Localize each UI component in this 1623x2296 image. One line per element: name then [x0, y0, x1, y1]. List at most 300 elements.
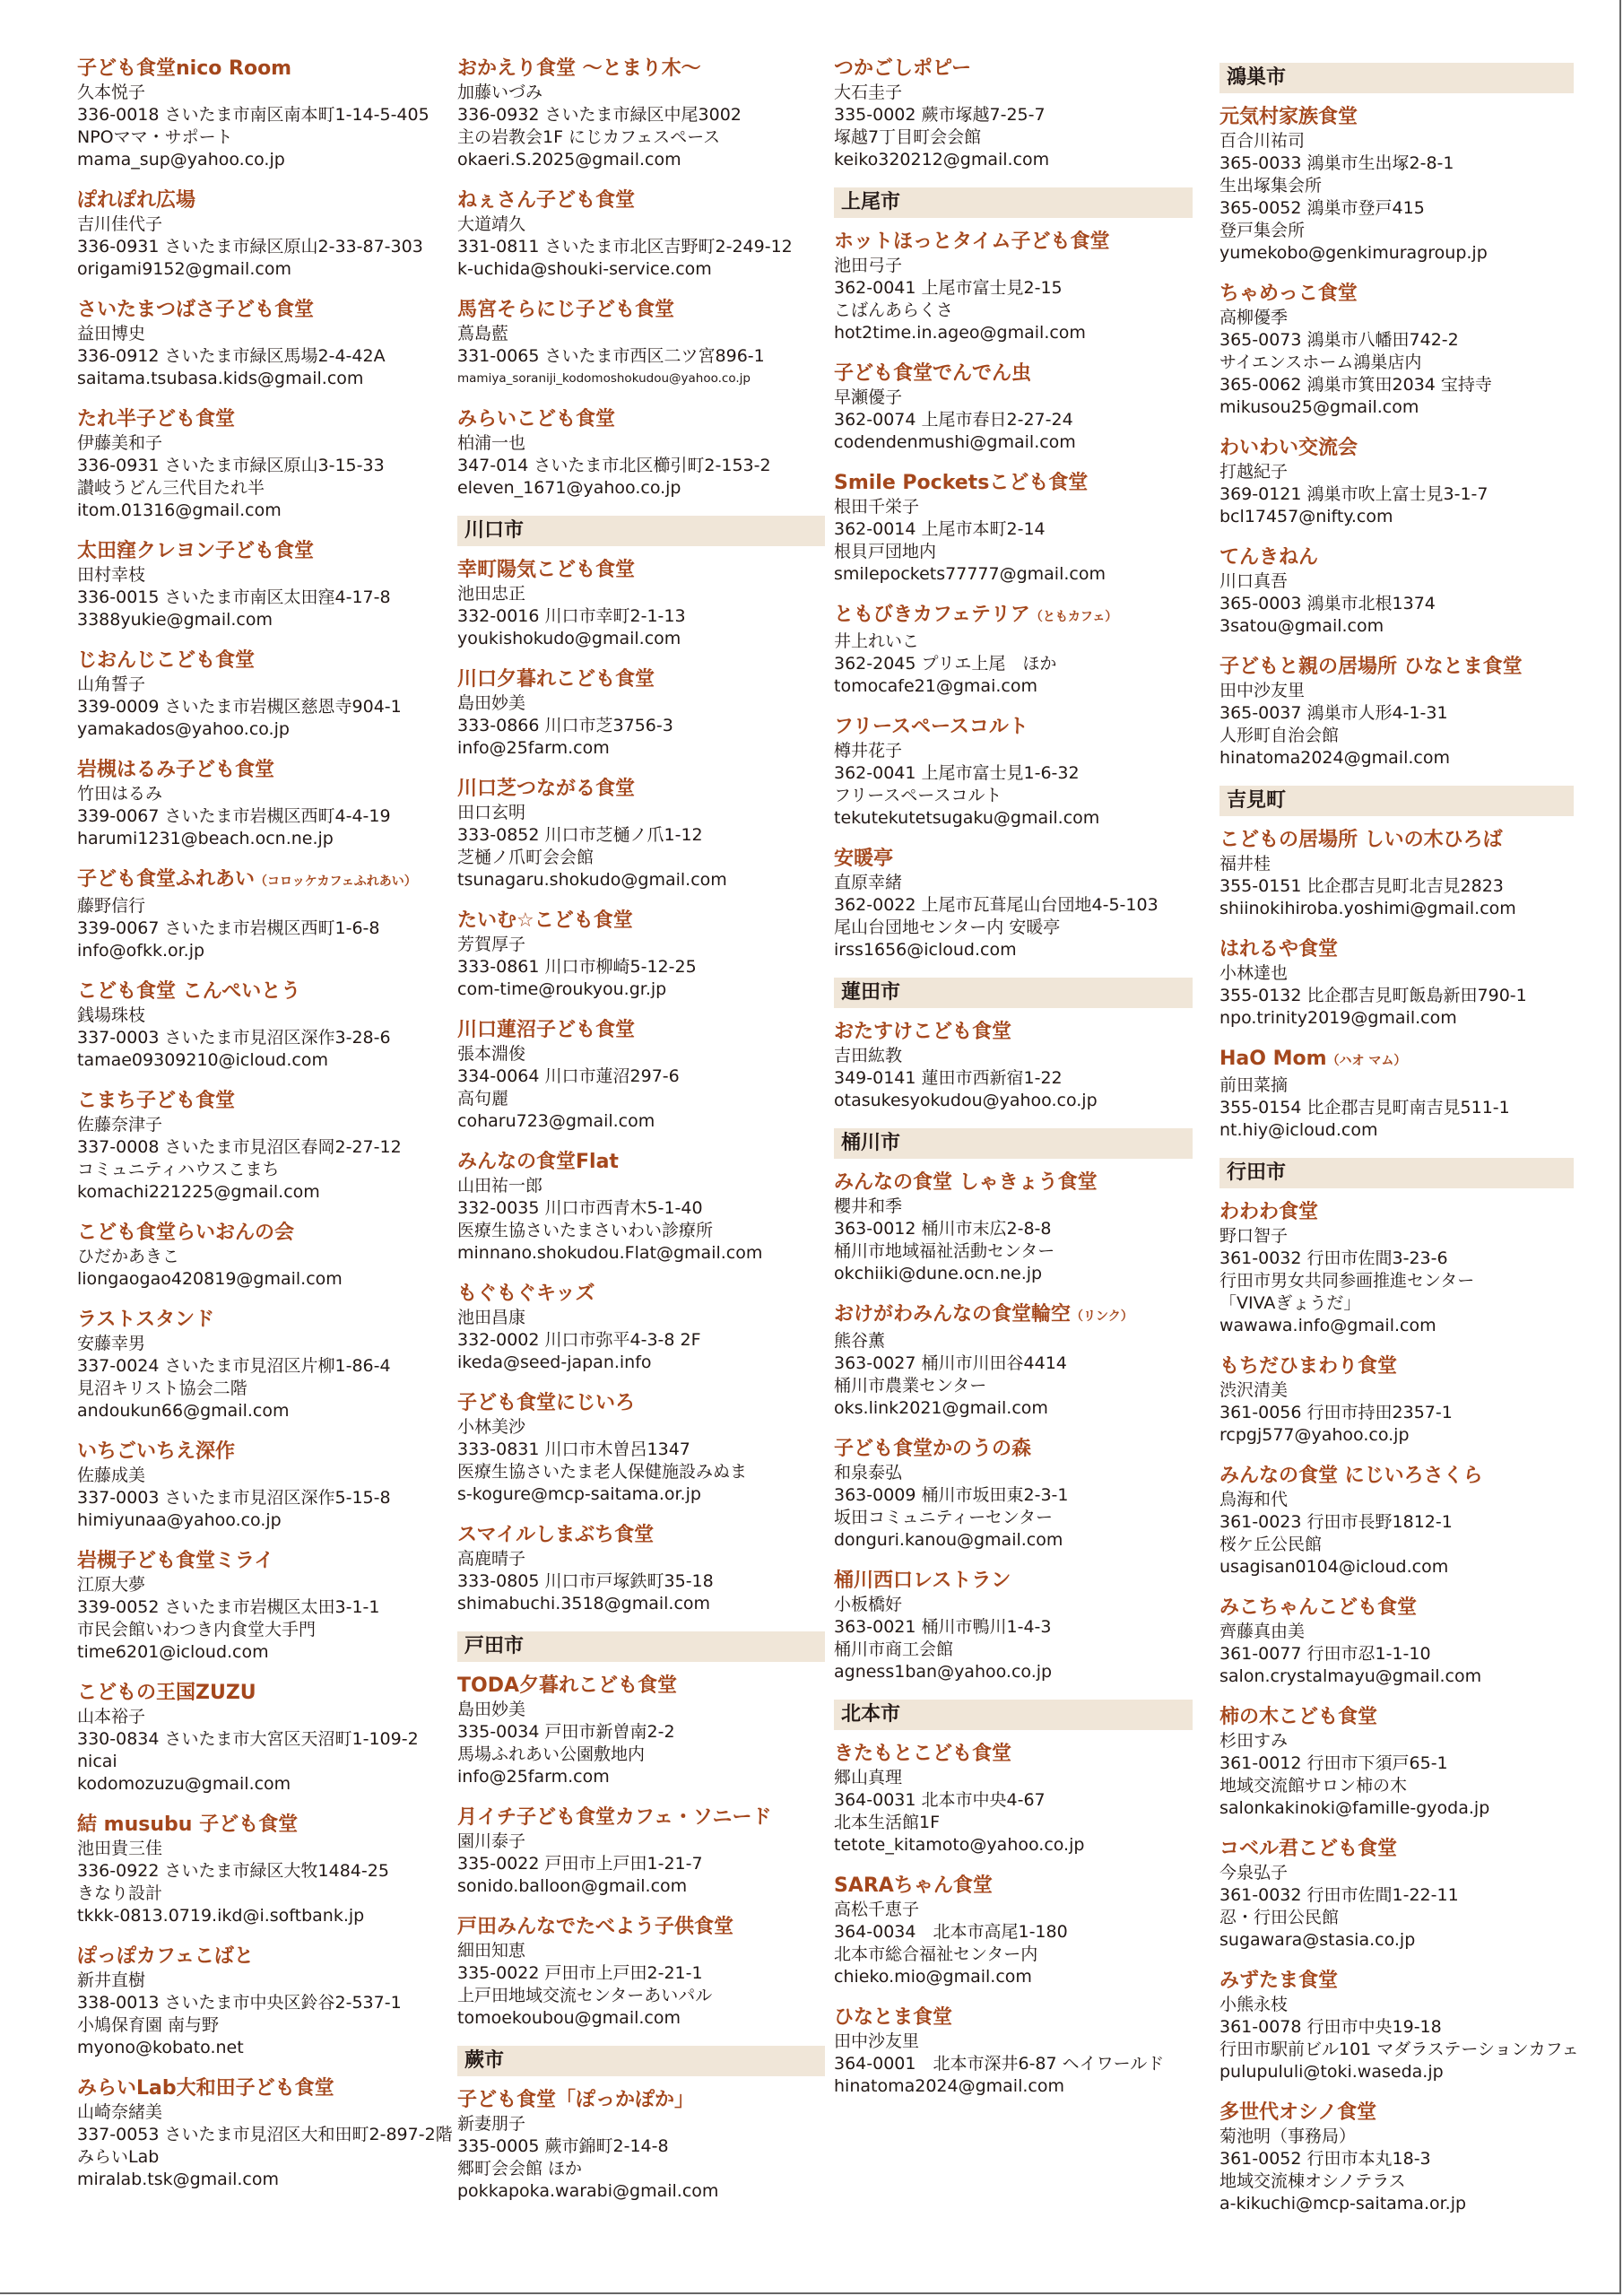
- shokudo-entry: [457, 2087, 825, 2203]
- entry-line: salonkakinoki@famille-gyoda.jp: [1219, 1798, 1490, 1818]
- shokudo-entry: [77, 1439, 440, 1532]
- shokudo-entry: [834, 1301, 1193, 1420]
- entry-line: 高松千恵子: [834, 1900, 920, 1919]
- entry-line: donguri.kanou@gmail.com: [834, 1530, 1063, 1550]
- entry-line: 郷山真理: [834, 1768, 903, 1787]
- entry-name-text: きたもとこども食堂: [834, 1743, 1012, 1765]
- entry-line: 361-0012 行田市下須戸65-1: [1219, 1753, 1448, 1773]
- entry-line: 336-0932 さいたま市緑区中尾3002: [457, 105, 742, 125]
- entry-name-text: ぽれぽれ広場: [77, 189, 196, 212]
- entry-line: 362-0041 上尾市富士見1-6-32: [834, 763, 1080, 783]
- shokudo-entry: [457, 1914, 825, 2030]
- entry-name-text: つかごしポピー: [834, 57, 972, 80]
- entry-line: 塚越7丁目町会会館: [834, 127, 982, 147]
- entry-line: 銭場珠枝: [77, 1005, 146, 1025]
- entry-name: [1219, 1046, 1574, 1074]
- entry-name: [834, 56, 1193, 82]
- entry-line: 334-0064 川口市蓮沼297-6: [457, 1066, 680, 1086]
- entry-name-text: みずたま食堂: [1219, 1970, 1339, 1992]
- entry-line: yamakados@yahoo.co.jp: [77, 719, 290, 739]
- entry-name-text: 子ども食堂かのうの森: [834, 1438, 1032, 1460]
- entry-line: 佐藤成美: [77, 1465, 146, 1485]
- entry-line: 335-0022 戸田市上戸田2-21-1: [457, 1963, 703, 1983]
- entry-name: [834, 602, 1193, 631]
- entry-name: [834, 714, 1193, 740]
- entry-name: [1219, 1199, 1574, 1225]
- shokudo-entry: [77, 1812, 440, 1927]
- entry-line: wawawa.info@gmail.com: [1219, 1316, 1436, 1335]
- entry-line: 生出塚集会所: [1219, 176, 1323, 196]
- entry-name: [77, 1812, 440, 1838]
- shokudo-entry: [457, 1673, 825, 1788]
- entry-line: 335-0005 蕨市錦町2-14-8: [457, 2136, 669, 2156]
- entry-line: 桶川市地域福祉活動センター: [834, 1241, 1055, 1261]
- entry-line: nt.hiy@icloud.com: [1219, 1120, 1378, 1140]
- entry-name-text: わわわ食堂: [1219, 1201, 1319, 1223]
- entry-line: 361-0032 行田市佐間3-23-6: [1219, 1248, 1448, 1268]
- shokudo-entry: [834, 1873, 1193, 1988]
- entry-line: rcpgj577@yahoo.co.jp: [1219, 1425, 1410, 1445]
- entry-name-text: 子どもと親の居場所 ひなとま食堂: [1219, 656, 1523, 678]
- entry-line: 337-0003 さいたま市見沼区深作5-15-8: [77, 1488, 391, 1508]
- entry-line: 361-0052 行田市本丸18-3: [1219, 2149, 1431, 2169]
- entry-line: harumi1231@beach.ocn.ne.jp: [77, 829, 334, 848]
- entry-line: 渋沢清美: [1219, 1380, 1289, 1400]
- entry-line: 363-0021 桶川市鴨川1-4-3: [834, 1617, 1052, 1637]
- entry-name: [457, 1390, 825, 1416]
- entry-line: sonido.balloon@gmail.com: [457, 1876, 688, 1896]
- entry-name-text: TODA夕暮れこども食堂: [457, 1674, 677, 1697]
- entry-line: 337-0024 さいたま市見沼区片柳1-86-4: [77, 1356, 391, 1376]
- entry-line: 339-0052 さいたま市岩槻区太田3-1-1: [77, 1597, 380, 1617]
- entry-line: 336-0931 さいたま市緑区原山3-15-33: [77, 456, 385, 475]
- entry-line: 張本淵俊: [457, 1044, 526, 1064]
- entry-line: okchiiki@dune.ocn.ne.jp: [834, 1264, 1043, 1283]
- entry-line: 363-0012 桶川市末広2-8-8: [834, 1219, 1052, 1239]
- entry-name-note: （ハオ マム）: [1326, 1054, 1407, 1068]
- entry-name-text: 柿の木こども食堂: [1219, 1706, 1378, 1728]
- entry-line: 「VIVAぎょうだ」: [1219, 1293, 1361, 1313]
- entry-name-text: 川口蓮沼子ども食堂: [457, 1019, 636, 1041]
- entry-line: salon.crystalmayu@gmail.com: [1219, 1666, 1482, 1686]
- shokudo-entry: [457, 666, 825, 760]
- entry-name: [77, 866, 440, 895]
- entry-line: 331-0811 さいたま市北区吉野町2-249-12: [457, 237, 793, 257]
- entry-line: 馬場ふれあい公園敷地内: [457, 1744, 646, 1764]
- section-header: 蓮田市: [834, 978, 1193, 1008]
- entry-line: codendenmushi@gmail.com: [834, 432, 1076, 452]
- entry-line: 打越紀子: [1219, 462, 1289, 482]
- entry-line: 333-0852 川口市芝樋ノ爪1-12: [457, 825, 703, 845]
- shokudo-entry: [77, 297, 440, 390]
- entry-name-text: 川口芝つながる食堂: [457, 778, 636, 800]
- entry-name-text: てんきねん: [1219, 546, 1319, 569]
- entry-line: 藤野信行: [77, 896, 146, 916]
- entry-line: 田中沙友里: [1219, 681, 1306, 700]
- entry-line: liongaogao420819@gmail.com: [77, 1269, 343, 1289]
- entry-name-text: フリースペースコルト: [834, 716, 1028, 738]
- entry-line: 行田市男女共同参画推進センター: [1219, 1271, 1475, 1291]
- entry-name: [1219, 544, 1574, 570]
- shokudo-entry: [834, 1568, 1193, 1683]
- entry-line: 竹田はるみ: [77, 784, 163, 804]
- entry-line: 佐藤奈津子: [77, 1115, 163, 1135]
- entry-line: 池田弓子: [834, 256, 903, 275]
- entry-line: tomoekoubou@gmail.com: [457, 2008, 681, 2028]
- entry-name: [1219, 1968, 1574, 1994]
- entry-name: [457, 1914, 825, 1940]
- entry-name-text: コベル君こども食堂: [1219, 1838, 1398, 1860]
- shokudo-entry: [77, 56, 440, 171]
- entry-line: 338-0013 さいたま市中央区鈴谷2-537-1: [77, 1993, 402, 2013]
- entry-name-text: 子ども食堂ふれあい: [77, 868, 256, 891]
- entry-line: 361-0078 行田市中央19-18: [1219, 2017, 1442, 2037]
- entry-line: 熊谷薫: [834, 1331, 886, 1351]
- entry-name-text: 多世代オシノ食堂: [1219, 2101, 1377, 2124]
- entry-line: otasukesyokudou@yahoo.co.jp: [834, 1091, 1098, 1110]
- entry-line: 行田市駅前ビル101 マダラステーションカフェ: [1219, 2039, 1579, 2059]
- entry-name: [457, 557, 825, 583]
- entry-name-text: たいむ☆こども食堂: [457, 909, 633, 932]
- entry-line: himiyunaa@yahoo.co.jp: [77, 1510, 282, 1530]
- entry-line: a-kikuchi@mcp-saitama.or.jp: [1219, 2194, 1467, 2213]
- entry-line: 久本悦子: [77, 83, 146, 102]
- entry-line: hinatoma2024@gmail.com: [1219, 748, 1450, 768]
- entry-line: 島田妙美: [457, 693, 526, 713]
- entry-line: 365-0037 鴻巣市人形4-1-31: [1219, 703, 1448, 723]
- entry-line: 井上れいこ: [834, 631, 920, 651]
- shokudo-entry: [457, 1149, 825, 1265]
- entry-line: 355-0151 比企郡吉見町北吉見2823: [1219, 876, 1504, 896]
- entry-name: [77, 406, 440, 432]
- entry-name: [834, 1568, 1193, 1594]
- entry-name: [1219, 2100, 1574, 2126]
- entry-line: 339-0067 さいたま市岩槻区西町1-6-8: [77, 918, 380, 938]
- entry-name: [1219, 936, 1574, 962]
- entry-line: 山崎奈緒美: [77, 2102, 163, 2122]
- entry-line: 336-0912 さいたま市緑区馬場2-4-42A: [77, 346, 386, 366]
- entry-line: 小林美沙: [457, 1417, 526, 1437]
- entry-name: [834, 1873, 1193, 1899]
- entry-name: [457, 908, 825, 934]
- entry-name-text: わいわい交流会: [1219, 437, 1358, 459]
- shokudo-entry: [1219, 1836, 1574, 1952]
- entry-name: [77, 648, 440, 674]
- entry-line: tsunagaru.shokudo@gmail.com: [457, 870, 727, 890]
- entry-name: [834, 2005, 1193, 2031]
- entry-name-text: いちごいちえ深作: [77, 1440, 236, 1463]
- shokudo-entry: [834, 1019, 1193, 1112]
- entry-line: 347-014 さいたま市北区櫛引町2-153-2: [457, 456, 771, 475]
- entry-name: [457, 666, 825, 692]
- entry-line: itom.01316@gmail.com: [77, 500, 282, 520]
- entry-line: 伊藤美和子: [77, 433, 163, 453]
- entry-line: 333-0831 川口市木曽呂1347: [457, 1439, 690, 1459]
- entry-name: [457, 1281, 825, 1307]
- entry-line: みらいLab: [77, 2147, 160, 2167]
- entry-name: [77, 538, 440, 564]
- entry-line: minnano.shokudou.Flat@gmail.com: [457, 1243, 763, 1263]
- entry-line: 田口玄明: [457, 803, 526, 822]
- entry-line: 益田博史: [77, 324, 146, 344]
- column-2: [457, 56, 825, 2219]
- entry-line: nicai: [77, 1752, 117, 1771]
- section-header: 鴻巣市: [1219, 63, 1574, 93]
- entry-line: 361-0032 行田市佐間1-22-11: [1219, 1885, 1459, 1905]
- entry-line: tkkk-0813.0719.ikd@i.softbank.jp: [77, 1906, 365, 1926]
- shokudo-entry: [77, 757, 440, 850]
- entry-line: 335-0022 戸田市上戸田1-21-7: [457, 1854, 703, 1874]
- column-4: [1219, 56, 1579, 2231]
- entry-name: [77, 1680, 440, 1706]
- entry-name-text: 幸町陽気こども食堂: [457, 559, 636, 581]
- section-header: 上尾市: [834, 187, 1193, 218]
- column-1: [77, 56, 453, 2207]
- shokudo-entry: [77, 187, 440, 281]
- entry-line: 小熊永枝: [1219, 1995, 1289, 2014]
- entry-line: komachi221225@gmail.com: [77, 1182, 320, 1202]
- entry-name-text: はれるや食堂: [1219, 938, 1339, 961]
- entry-name-text: 子ども食堂nico Room: [77, 57, 292, 80]
- entry-name: [1219, 104, 1574, 130]
- entry-line: time6201@icloud.com: [77, 1642, 269, 1662]
- entry-line: こばんあらくさ: [834, 300, 954, 320]
- entry-line: 大道靖久: [457, 214, 526, 234]
- entry-name-text: 月イチ子ども食堂カフェ・ソニード: [457, 1806, 772, 1829]
- entry-line: okaeri.S.2025@gmail.com: [457, 150, 681, 170]
- entry-line: s-kogure@mcp-saitama.or.jp: [457, 1484, 701, 1504]
- entry-name-note: （コロッケカフェふれあい）: [255, 874, 417, 889]
- entry-line: 369-0121 鴻巣市吹上富士見3-1-7: [1219, 484, 1488, 504]
- entry-name: [77, 978, 440, 1004]
- entry-name: [457, 1149, 825, 1175]
- entry-line: 山角誓子: [77, 674, 146, 694]
- shokudo-entry: [457, 908, 825, 1001]
- entry-name: [77, 1439, 440, 1465]
- entry-line: 福井桂: [1219, 854, 1271, 874]
- entry-name-text: Smile Pocketsこども食堂: [834, 472, 1089, 494]
- entry-name-text: じおんじこども食堂: [77, 649, 256, 672]
- entry-line: 362-0041 上尾市富士見2-15: [834, 278, 1063, 298]
- shokudo-entry: [1219, 104, 1574, 265]
- entry-line: NPOママ・サポート: [77, 127, 233, 147]
- section-header: 戸田市: [457, 1631, 825, 1662]
- entry-line: origami9152@gmail.com: [77, 259, 291, 279]
- entry-line: 人形町自治会館: [1219, 726, 1340, 745]
- section-header: 川口市: [457, 516, 825, 546]
- entry-name-text: みらいLab大和田子ども食堂: [77, 2077, 334, 2100]
- entry-line: 337-0003 さいたま市見沼区深作3-28-6: [77, 1028, 391, 1048]
- shokudo-entry: [1219, 435, 1574, 528]
- entry-line: irss1656@icloud.com: [834, 940, 1017, 960]
- entry-line: miralab.tsk@gmail.com: [77, 2170, 280, 2189]
- entry-line: com-time@roukyou.gr.jp: [457, 979, 667, 999]
- entry-name-text: ぽっぽカフェこばと: [77, 1945, 254, 1968]
- entry-line: bcl17457@nifty.com: [1219, 507, 1393, 526]
- entry-name-text: 岩槻はるみ子ども食堂: [77, 759, 275, 781]
- entry-line: usagisan0104@icloud.com: [1219, 1557, 1449, 1577]
- entry-line: 363-0009 桶川市坂田東2-3-1: [834, 1485, 1069, 1505]
- entry-line: 市民会館いわつき内食堂大手門: [77, 1620, 317, 1639]
- shokudo-entry: [77, 1680, 440, 1796]
- shokudo-entry: [1219, 654, 1574, 770]
- entry-line: 池田貴三佳: [77, 1839, 163, 1858]
- entry-name: [834, 846, 1193, 872]
- entry-line: yumekobo@genkimuragroup.jp: [1219, 243, 1488, 263]
- shokudo-entry: [77, 1307, 440, 1422]
- entry-line: chieko.mio@gmail.com: [834, 1967, 1032, 1987]
- entry-line: info@25farm.com: [457, 738, 610, 758]
- shokudo-entry: [77, 978, 440, 1072]
- entry-name: [457, 1522, 825, 1548]
- entry-line: hinatoma2024@gmail.com: [834, 2076, 1064, 2096]
- entry-line: pokkapoka.warabi@gmail.com: [457, 2181, 719, 2201]
- entry-line: andoukun66@gmail.com: [77, 1401, 290, 1421]
- entry-name: [834, 1741, 1193, 1767]
- entry-name: [77, 1548, 440, 1574]
- entry-line: npo.trinity2019@gmail.com: [1219, 1008, 1457, 1028]
- entry-line: 336-0018 さいたま市南区南本町1-14-5-405: [77, 105, 430, 125]
- entry-line: mikusou25@gmail.com: [1219, 397, 1419, 417]
- entry-name-text: こどもの居場所 しいの木ひろば: [1219, 829, 1503, 851]
- entry-name-text: ねぇさん子ども食堂: [457, 189, 636, 212]
- entry-name-text: スマイルしまぶち食堂: [457, 1524, 655, 1546]
- section-header: 蕨市: [457, 2046, 825, 2076]
- entry-name: [834, 1170, 1193, 1196]
- entry-line: keiko320212@gmail.com: [834, 150, 1050, 170]
- shokudo-entry: [834, 1170, 1193, 1285]
- entry-line: 355-0132 比企郡吉見町飯島新田790-1: [1219, 986, 1527, 1005]
- entry-name-text: たれ半子ども食堂: [77, 408, 236, 430]
- entry-name-text: おかえり食堂 ～とまり木～: [457, 57, 701, 80]
- entry-name: [457, 187, 825, 213]
- entry-line: mamiya_soraniji_kodomoshokudou@yahoo.co.jp: [457, 371, 751, 386]
- entry-line: k-uchida@shouki-service.com: [457, 259, 712, 279]
- entry-line: フリースペースコルト: [834, 786, 1002, 805]
- entry-name: [834, 1019, 1193, 1045]
- shokudo-entry: [77, 866, 440, 962]
- entry-line: info@25farm.com: [457, 1767, 610, 1787]
- entry-line: コミュニティハウスこまち: [77, 1160, 280, 1179]
- shokudo-entry: [457, 1805, 825, 1898]
- column-3: [834, 56, 1193, 2114]
- entry-line: 主の岩教会1F にじカフェスペース: [457, 127, 721, 147]
- entry-line: 前田菜摘: [1219, 1075, 1289, 1095]
- entry-line: 335-0034 戸田市新曽南2-2: [457, 1722, 675, 1742]
- entry-line: 鳥海和代: [1219, 1490, 1289, 1509]
- entry-name: [1219, 1353, 1574, 1379]
- entry-line: 見沼キリスト協会二階: [77, 1378, 247, 1398]
- entry-name: [457, 1805, 825, 1831]
- entry-line: 北本市総合福祉センター内: [834, 1944, 1038, 1964]
- entry-line: 尾山台団地センター内 安暖亭: [834, 918, 1061, 937]
- shokudo-entry: [77, 538, 440, 631]
- entry-line: oks.link2021@gmail.com: [834, 1398, 1048, 1418]
- entry-line: 364-0031 北本市中央4-67: [834, 1790, 1046, 1810]
- entry-line: 桶川市農業センター: [834, 1376, 987, 1396]
- shokudo-entry: [77, 1548, 440, 1664]
- shokudo-entry: [457, 557, 825, 650]
- entry-line: 365-0003 鴻巣市北根1374: [1219, 594, 1436, 613]
- shokudo-entry: [77, 1088, 440, 1204]
- entry-line: 安藤幸男: [77, 1334, 146, 1353]
- entry-name-text: 子ども食堂「ぽっかぽか」: [457, 2089, 695, 2111]
- entry-line: 郷町会会館 ほか: [457, 2159, 583, 2179]
- entry-line: 桜ケ丘公民館: [1219, 1535, 1323, 1554]
- entry-name: [457, 1017, 825, 1043]
- entry-line: shiinokihiroba.yoshimi@gmail.com: [1219, 899, 1516, 918]
- entry-line: 野口智子: [1219, 1226, 1289, 1246]
- shokudo-entry: [77, 1220, 440, 1291]
- shokudo-entry: [1219, 281, 1574, 419]
- shokudo-entry: [834, 846, 1193, 961]
- entry-line: 田中沙友里: [834, 2031, 920, 2051]
- entry-name: [77, 187, 440, 213]
- shokudo-entry: [457, 776, 825, 891]
- entry-line: 池田忠正: [457, 584, 526, 604]
- entry-line: 332-0016 川口市幸町2-1-13: [457, 606, 686, 626]
- shokudo-entry: [1219, 1046, 1574, 1142]
- entry-name-note: （リンク）: [1071, 1309, 1133, 1324]
- entry-name: [77, 1307, 440, 1333]
- shokudo-entry: [457, 1017, 825, 1133]
- entry-line: 336-0922 さいたま市緑区大牧1484-25: [77, 1861, 389, 1881]
- entry-line: 細田知恵: [457, 1941, 526, 1961]
- shokudo-entry: [834, 2005, 1193, 2098]
- entry-line: 365-0033 鴻巣市生出塚2-8-1: [1219, 153, 1454, 173]
- shokudo-entry: [1219, 544, 1574, 638]
- entry-line: 川口真吾: [1219, 571, 1289, 591]
- shokudo-entry: [834, 470, 1193, 586]
- entry-line: 364-0001 北本市深井6-87 ヘイワールド: [834, 2054, 1165, 2074]
- shokudo-entry: [1219, 2100, 1574, 2215]
- entry-line: 高鹿晴子: [457, 1549, 526, 1569]
- entry-name: [834, 361, 1193, 387]
- shokudo-entry: [77, 648, 440, 741]
- section-header: 行田市: [1219, 1158, 1574, 1188]
- entry-name: [1219, 827, 1574, 853]
- entry-line: myono@kobato.net: [77, 2038, 244, 2057]
- shokudo-entry: [457, 406, 825, 500]
- entry-name: [457, 1673, 825, 1699]
- entry-line: 高句麗: [457, 1089, 509, 1109]
- entry-line: 365-0052 鴻巣市登戸415: [1219, 198, 1425, 218]
- shokudo-entry: [834, 1741, 1193, 1857]
- entry-line: 杉田すみ: [1219, 1731, 1289, 1751]
- entry-line: 上戸田地域交流センターあいパル: [457, 1986, 713, 2005]
- entry-line: 339-0009 さいたま市岩槻区慈恩寺904-1: [77, 697, 402, 717]
- entry-line: 島田妙美: [457, 1700, 526, 1719]
- entry-name: [834, 1436, 1193, 1462]
- shokudo-entry: [1219, 1704, 1574, 1820]
- entry-line: pulupululi@toki.waseda.jp: [1219, 2062, 1444, 2082]
- shokudo-entry: [457, 1522, 825, 1615]
- entry-name: [834, 1301, 1193, 1330]
- entry-line: tomocafe21@gmai.com: [834, 676, 1037, 696]
- entry-name: [77, 1088, 440, 1114]
- entry-name-text: ホットほっとタイム子ども食堂: [834, 230, 1110, 253]
- entry-name-text: 子ども食堂でんでん虫: [834, 362, 1032, 385]
- entry-line: ikeda@seed-japan.info: [457, 1352, 652, 1372]
- entry-name-text: さいたまつばさ子ども食堂: [77, 299, 315, 321]
- entry-line: 江原大夢: [77, 1575, 146, 1595]
- entry-line: saitama.tsubasa.kids@gmail.com: [77, 369, 364, 388]
- entry-line: 蔦島藍: [457, 324, 509, 344]
- entry-line: 361-0056 行田市持田2357-1: [1219, 1403, 1453, 1422]
- entry-line: 365-0073 鴻巣市八幡田742-2: [1219, 330, 1459, 350]
- entry-line: 361-0023 行田市長野1812-1: [1219, 1512, 1453, 1532]
- shokudo-entry: [457, 1390, 825, 1506]
